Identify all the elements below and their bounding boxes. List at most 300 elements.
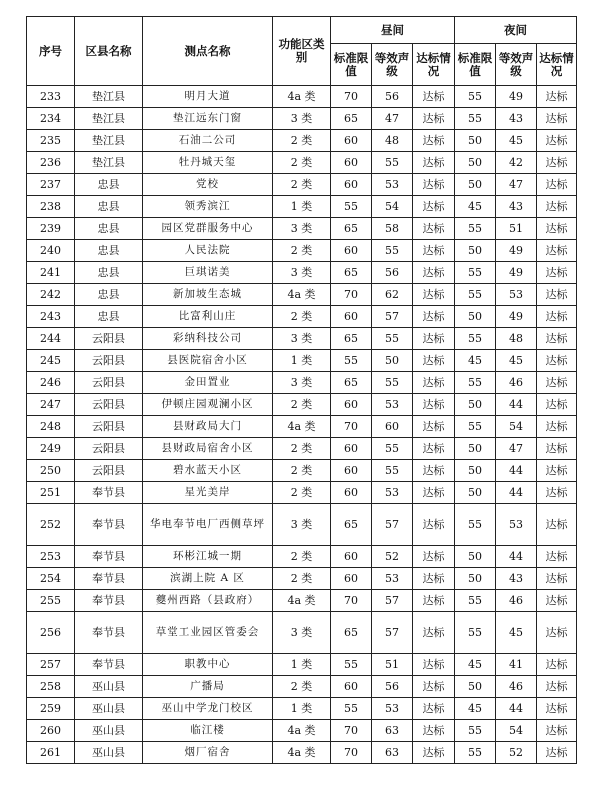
cell-func: 4a 类 bbox=[273, 742, 331, 764]
cell-night-status: 达标 bbox=[537, 654, 577, 676]
cell-day-limit: 60 bbox=[331, 394, 372, 416]
cell-district: 垫江县 bbox=[75, 152, 143, 174]
cell-day-status: 达标 bbox=[413, 546, 455, 568]
cell-night-limit: 45 bbox=[455, 196, 496, 218]
cell-day-level: 50 bbox=[372, 350, 413, 372]
cell-day-status: 达标 bbox=[413, 350, 455, 372]
cell-func: 2 类 bbox=[273, 438, 331, 460]
cell-night-limit: 55 bbox=[455, 612, 496, 654]
cell-day-status: 达标 bbox=[413, 504, 455, 546]
cell-night-level: 46 bbox=[496, 676, 537, 698]
cell-district: 奉节县 bbox=[75, 590, 143, 612]
cell-night-level: 47 bbox=[496, 438, 537, 460]
cell-district: 忠县 bbox=[75, 196, 143, 218]
cell-func: 3 类 bbox=[273, 612, 331, 654]
noise-monitoring-table bbox=[26, 16, 577, 764]
cell-func: 1 类 bbox=[273, 350, 331, 372]
cell-district: 巫山县 bbox=[75, 676, 143, 698]
cell-night-limit: 50 bbox=[455, 130, 496, 152]
cell-day-level: 57 bbox=[372, 306, 413, 328]
header-seq: 序号 bbox=[27, 17, 75, 86]
cell-night-limit: 55 bbox=[455, 86, 496, 108]
cell-day-level: 48 bbox=[372, 130, 413, 152]
cell-night-limit: 55 bbox=[455, 416, 496, 438]
cell-func: 2 类 bbox=[273, 676, 331, 698]
cell-point: 环彬江城一期 bbox=[143, 546, 273, 568]
cell-day-limit: 60 bbox=[331, 306, 372, 328]
cell-district: 云阳县 bbox=[75, 438, 143, 460]
cell-district: 垫江县 bbox=[75, 130, 143, 152]
cell-day-level: 55 bbox=[372, 372, 413, 394]
cell-night-status: 达标 bbox=[537, 394, 577, 416]
cell-day-limit: 65 bbox=[331, 262, 372, 284]
cell-seq: 250 bbox=[27, 460, 75, 482]
cell-point: 县财政局宿舍小区 bbox=[143, 438, 273, 460]
cell-seq: 257 bbox=[27, 654, 75, 676]
cell-point: 广播局 bbox=[143, 676, 273, 698]
table-row bbox=[27, 394, 577, 416]
cell-day-status: 达标 bbox=[413, 152, 455, 174]
cell-func: 2 类 bbox=[273, 460, 331, 482]
cell-night-status: 达标 bbox=[537, 372, 577, 394]
cell-night-limit: 50 bbox=[455, 460, 496, 482]
cell-night-status: 达标 bbox=[537, 438, 577, 460]
cell-day-limit: 55 bbox=[331, 654, 372, 676]
cell-day-status: 达标 bbox=[413, 262, 455, 284]
cell-day-level: 54 bbox=[372, 196, 413, 218]
cell-day-limit: 65 bbox=[331, 328, 372, 350]
cell-day-status: 达标 bbox=[413, 612, 455, 654]
cell-night-limit: 50 bbox=[455, 306, 496, 328]
cell-night-level: 49 bbox=[496, 86, 537, 108]
cell-seq: 239 bbox=[27, 218, 75, 240]
cell-night-limit: 55 bbox=[455, 328, 496, 350]
cell-night-level: 49 bbox=[496, 306, 537, 328]
cell-day-status: 达标 bbox=[413, 654, 455, 676]
table-header bbox=[27, 17, 577, 86]
cell-day-limit: 70 bbox=[331, 284, 372, 306]
cell-district: 忠县 bbox=[75, 240, 143, 262]
cell-func: 2 类 bbox=[273, 306, 331, 328]
cell-day-level: 47 bbox=[372, 108, 413, 130]
cell-day-level: 58 bbox=[372, 218, 413, 240]
cell-point: 领秀滨江 bbox=[143, 196, 273, 218]
cell-seq: 260 bbox=[27, 720, 75, 742]
cell-day-status: 达标 bbox=[413, 218, 455, 240]
header-night-status: 达标情况 bbox=[537, 44, 577, 86]
cell-district: 忠县 bbox=[75, 218, 143, 240]
cell-night-status: 达标 bbox=[537, 676, 577, 698]
cell-night-status: 达标 bbox=[537, 130, 577, 152]
cell-point: 金田置业 bbox=[143, 372, 273, 394]
cell-day-level: 53 bbox=[372, 698, 413, 720]
cell-day-level: 51 bbox=[372, 654, 413, 676]
cell-func: 1 类 bbox=[273, 698, 331, 720]
table-row bbox=[27, 416, 577, 438]
header-district: 区县名称 bbox=[75, 17, 143, 86]
cell-seq: 238 bbox=[27, 196, 75, 218]
cell-night-limit: 55 bbox=[455, 590, 496, 612]
table-row bbox=[27, 152, 577, 174]
cell-seq: 259 bbox=[27, 698, 75, 720]
cell-night-limit: 55 bbox=[455, 108, 496, 130]
table-row bbox=[27, 240, 577, 262]
table-row bbox=[27, 174, 577, 196]
cell-func: 4a 类 bbox=[273, 720, 331, 742]
cell-day-level: 55 bbox=[372, 438, 413, 460]
cell-district: 云阳县 bbox=[75, 416, 143, 438]
cell-district: 忠县 bbox=[75, 174, 143, 196]
cell-day-status: 达标 bbox=[413, 416, 455, 438]
cell-day-status: 达标 bbox=[413, 86, 455, 108]
cell-day-level: 63 bbox=[372, 742, 413, 764]
cell-day-level: 53 bbox=[372, 174, 413, 196]
cell-night-level: 44 bbox=[496, 460, 537, 482]
table-row bbox=[27, 698, 577, 720]
cell-night-status: 达标 bbox=[537, 218, 577, 240]
cell-seq: 243 bbox=[27, 306, 75, 328]
cell-night-limit: 50 bbox=[455, 152, 496, 174]
header-night-limit: 标准限值 bbox=[455, 44, 496, 86]
cell-night-limit: 45 bbox=[455, 654, 496, 676]
cell-day-limit: 70 bbox=[331, 590, 372, 612]
cell-point: 草堂工业园区管委会 bbox=[143, 612, 273, 654]
cell-day-limit: 60 bbox=[331, 438, 372, 460]
cell-seq: 237 bbox=[27, 174, 75, 196]
cell-day-limit: 60 bbox=[331, 460, 372, 482]
cell-day-status: 达标 bbox=[413, 590, 455, 612]
cell-night-level: 46 bbox=[496, 590, 537, 612]
cell-day-level: 55 bbox=[372, 328, 413, 350]
cell-func: 3 类 bbox=[273, 262, 331, 284]
header-night: 夜间 bbox=[455, 17, 577, 44]
cell-night-limit: 50 bbox=[455, 676, 496, 698]
cell-night-limit: 50 bbox=[455, 240, 496, 262]
table-row bbox=[27, 720, 577, 742]
cell-night-status: 达标 bbox=[537, 504, 577, 546]
cell-day-limit: 70 bbox=[331, 416, 372, 438]
cell-day-limit: 65 bbox=[331, 218, 372, 240]
cell-night-limit: 55 bbox=[455, 504, 496, 546]
cell-district: 云阳县 bbox=[75, 350, 143, 372]
cell-day-status: 达标 bbox=[413, 240, 455, 262]
cell-night-limit: 50 bbox=[455, 394, 496, 416]
cell-night-level: 52 bbox=[496, 742, 537, 764]
table-row bbox=[27, 130, 577, 152]
cell-func: 3 类 bbox=[273, 218, 331, 240]
cell-day-status: 达标 bbox=[413, 698, 455, 720]
cell-night-limit: 55 bbox=[455, 284, 496, 306]
cell-district: 忠县 bbox=[75, 284, 143, 306]
cell-district: 巫山县 bbox=[75, 742, 143, 764]
cell-night-status: 达标 bbox=[537, 698, 577, 720]
cell-night-limit: 55 bbox=[455, 372, 496, 394]
cell-point: 星光美岸 bbox=[143, 482, 273, 504]
cell-day-level: 62 bbox=[372, 284, 413, 306]
cell-func: 4a 类 bbox=[273, 86, 331, 108]
cell-night-level: 44 bbox=[496, 394, 537, 416]
cell-night-status: 达标 bbox=[537, 416, 577, 438]
table-row bbox=[27, 612, 577, 654]
cell-day-limit: 55 bbox=[331, 350, 372, 372]
cell-day-status: 达标 bbox=[413, 742, 455, 764]
cell-seq: 256 bbox=[27, 612, 75, 654]
cell-district: 忠县 bbox=[75, 306, 143, 328]
cell-district: 巫山县 bbox=[75, 698, 143, 720]
cell-seq: 233 bbox=[27, 86, 75, 108]
cell-func: 3 类 bbox=[273, 372, 331, 394]
cell-night-status: 达标 bbox=[537, 240, 577, 262]
cell-night-level: 45 bbox=[496, 350, 537, 372]
table-row bbox=[27, 742, 577, 764]
cell-night-status: 达标 bbox=[537, 86, 577, 108]
cell-night-level: 53 bbox=[496, 284, 537, 306]
cell-day-status: 达标 bbox=[413, 284, 455, 306]
cell-night-status: 达标 bbox=[537, 152, 577, 174]
cell-seq: 240 bbox=[27, 240, 75, 262]
cell-night-level: 47 bbox=[496, 174, 537, 196]
cell-day-status: 达标 bbox=[413, 568, 455, 590]
cell-day-limit: 60 bbox=[331, 174, 372, 196]
cell-seq: 234 bbox=[27, 108, 75, 130]
cell-night-status: 达标 bbox=[537, 612, 577, 654]
cell-day-status: 达标 bbox=[413, 130, 455, 152]
cell-district: 云阳县 bbox=[75, 372, 143, 394]
cell-night-limit: 45 bbox=[455, 350, 496, 372]
cell-func: 3 类 bbox=[273, 504, 331, 546]
cell-district: 奉节县 bbox=[75, 568, 143, 590]
cell-seq: 241 bbox=[27, 262, 75, 284]
cell-seq: 247 bbox=[27, 394, 75, 416]
cell-point: 烟厂宿舍 bbox=[143, 742, 273, 764]
cell-day-level: 60 bbox=[372, 416, 413, 438]
header-func: 功能区类别 bbox=[273, 17, 331, 86]
cell-night-limit: 50 bbox=[455, 568, 496, 590]
cell-seq: 235 bbox=[27, 130, 75, 152]
table-row bbox=[27, 108, 577, 130]
cell-day-limit: 65 bbox=[331, 504, 372, 546]
cell-day-level: 57 bbox=[372, 504, 413, 546]
cell-day-status: 达标 bbox=[413, 438, 455, 460]
cell-night-status: 达标 bbox=[537, 590, 577, 612]
cell-night-status: 达标 bbox=[537, 108, 577, 130]
table-row bbox=[27, 590, 577, 612]
cell-day-limit: 60 bbox=[331, 152, 372, 174]
cell-day-status: 达标 bbox=[413, 460, 455, 482]
cell-point: 夔州西路（县政府） bbox=[143, 590, 273, 612]
table-row bbox=[27, 284, 577, 306]
cell-point: 新加坡生态城 bbox=[143, 284, 273, 306]
cell-district: 奉节县 bbox=[75, 612, 143, 654]
cell-district: 垫江县 bbox=[75, 86, 143, 108]
cell-day-limit: 65 bbox=[331, 372, 372, 394]
cell-day-level: 52 bbox=[372, 546, 413, 568]
cell-night-level: 54 bbox=[496, 416, 537, 438]
table-row bbox=[27, 218, 577, 240]
cell-func: 2 类 bbox=[273, 130, 331, 152]
cell-point: 巫山中学龙门校区 bbox=[143, 698, 273, 720]
cell-night-status: 达标 bbox=[537, 720, 577, 742]
cell-day-limit: 60 bbox=[331, 546, 372, 568]
cell-func: 4a 类 bbox=[273, 284, 331, 306]
cell-night-status: 达标 bbox=[537, 350, 577, 372]
cell-night-level: 53 bbox=[496, 504, 537, 546]
cell-point: 人民法院 bbox=[143, 240, 273, 262]
cell-district: 巫山县 bbox=[75, 720, 143, 742]
cell-func: 2 类 bbox=[273, 568, 331, 590]
cell-func: 2 类 bbox=[273, 546, 331, 568]
cell-night-status: 达标 bbox=[537, 742, 577, 764]
cell-day-level: 56 bbox=[372, 262, 413, 284]
cell-point: 明月大道 bbox=[143, 86, 273, 108]
table-body bbox=[27, 86, 577, 764]
cell-night-status: 达标 bbox=[537, 196, 577, 218]
header-day-limit: 标准限值 bbox=[331, 44, 372, 86]
cell-day-status: 达标 bbox=[413, 482, 455, 504]
cell-func: 1 类 bbox=[273, 654, 331, 676]
cell-point: 职教中心 bbox=[143, 654, 273, 676]
cell-seq: 244 bbox=[27, 328, 75, 350]
cell-point: 巨琪诺美 bbox=[143, 262, 273, 284]
cell-day-level: 63 bbox=[372, 720, 413, 742]
cell-night-limit: 50 bbox=[455, 546, 496, 568]
cell-point: 县医院宿舍小区 bbox=[143, 350, 273, 372]
cell-night-status: 达标 bbox=[537, 174, 577, 196]
cell-night-status: 达标 bbox=[537, 568, 577, 590]
cell-seq: 242 bbox=[27, 284, 75, 306]
cell-night-level: 43 bbox=[496, 108, 537, 130]
cell-night-level: 45 bbox=[496, 612, 537, 654]
cell-day-level: 55 bbox=[372, 460, 413, 482]
cell-night-status: 达标 bbox=[537, 460, 577, 482]
cell-district: 忠县 bbox=[75, 262, 143, 284]
cell-night-limit: 55 bbox=[455, 262, 496, 284]
cell-day-status: 达标 bbox=[413, 196, 455, 218]
cell-func: 2 类 bbox=[273, 394, 331, 416]
cell-day-level: 53 bbox=[372, 482, 413, 504]
cell-night-level: 43 bbox=[496, 196, 537, 218]
cell-func: 4a 类 bbox=[273, 416, 331, 438]
cell-day-limit: 60 bbox=[331, 482, 372, 504]
cell-district: 垫江县 bbox=[75, 108, 143, 130]
cell-day-status: 达标 bbox=[413, 306, 455, 328]
cell-night-level: 43 bbox=[496, 568, 537, 590]
cell-night-level: 54 bbox=[496, 720, 537, 742]
cell-night-level: 51 bbox=[496, 218, 537, 240]
cell-day-level: 57 bbox=[372, 590, 413, 612]
cell-seq: 253 bbox=[27, 546, 75, 568]
cell-point: 园区党群服务中心 bbox=[143, 218, 273, 240]
cell-district: 奉节县 bbox=[75, 504, 143, 546]
header-night-level: 等效声级 bbox=[496, 44, 537, 86]
cell-day-status: 达标 bbox=[413, 720, 455, 742]
cell-night-level: 46 bbox=[496, 372, 537, 394]
cell-day-limit: 60 bbox=[331, 676, 372, 698]
cell-night-status: 达标 bbox=[537, 284, 577, 306]
cell-night-limit: 50 bbox=[455, 174, 496, 196]
cell-func: 3 类 bbox=[273, 108, 331, 130]
cell-day-status: 达标 bbox=[413, 108, 455, 130]
cell-func: 4a 类 bbox=[273, 590, 331, 612]
cell-night-level: 49 bbox=[496, 240, 537, 262]
table-row bbox=[27, 196, 577, 218]
cell-night-limit: 45 bbox=[455, 698, 496, 720]
cell-night-status: 达标 bbox=[537, 546, 577, 568]
cell-night-level: 45 bbox=[496, 130, 537, 152]
header-day-status: 达标情况 bbox=[413, 44, 455, 86]
cell-night-level: 41 bbox=[496, 654, 537, 676]
cell-day-limit: 60 bbox=[331, 240, 372, 262]
cell-point: 牡丹城天玺 bbox=[143, 152, 273, 174]
cell-day-level: 55 bbox=[372, 152, 413, 174]
cell-day-level: 57 bbox=[372, 612, 413, 654]
cell-day-status: 达标 bbox=[413, 394, 455, 416]
table-row bbox=[27, 438, 577, 460]
cell-func: 1 类 bbox=[273, 196, 331, 218]
cell-point: 石油二公司 bbox=[143, 130, 273, 152]
cell-day-limit: 65 bbox=[331, 612, 372, 654]
cell-point: 碧水蓝天小区 bbox=[143, 460, 273, 482]
cell-seq: 258 bbox=[27, 676, 75, 698]
cell-day-level: 53 bbox=[372, 568, 413, 590]
cell-night-status: 达标 bbox=[537, 306, 577, 328]
cell-point: 党校 bbox=[143, 174, 273, 196]
cell-func: 2 类 bbox=[273, 174, 331, 196]
table-row bbox=[27, 262, 577, 284]
cell-day-status: 达标 bbox=[413, 328, 455, 350]
table-row bbox=[27, 482, 577, 504]
cell-day-level: 53 bbox=[372, 394, 413, 416]
cell-district: 云阳县 bbox=[75, 328, 143, 350]
cell-night-status: 达标 bbox=[537, 328, 577, 350]
cell-day-limit: 55 bbox=[331, 196, 372, 218]
cell-point: 垫江远东门窗 bbox=[143, 108, 273, 130]
cell-seq: 251 bbox=[27, 482, 75, 504]
cell-day-limit: 55 bbox=[331, 698, 372, 720]
cell-district: 云阳县 bbox=[75, 460, 143, 482]
table-row bbox=[27, 372, 577, 394]
table-row bbox=[27, 86, 577, 108]
cell-night-level: 44 bbox=[496, 546, 537, 568]
cell-night-limit: 55 bbox=[455, 742, 496, 764]
cell-day-status: 达标 bbox=[413, 174, 455, 196]
cell-day-limit: 60 bbox=[331, 568, 372, 590]
table-row bbox=[27, 676, 577, 698]
cell-day-status: 达标 bbox=[413, 372, 455, 394]
cell-func: 2 类 bbox=[273, 482, 331, 504]
cell-day-limit: 65 bbox=[331, 108, 372, 130]
cell-day-limit: 60 bbox=[331, 130, 372, 152]
cell-seq: 252 bbox=[27, 504, 75, 546]
cell-day-status: 达标 bbox=[413, 676, 455, 698]
cell-night-level: 44 bbox=[496, 482, 537, 504]
cell-night-level: 48 bbox=[496, 328, 537, 350]
cell-district: 奉节县 bbox=[75, 546, 143, 568]
cell-night-status: 达标 bbox=[537, 262, 577, 284]
cell-func: 3 类 bbox=[273, 328, 331, 350]
cell-point: 滨湖上院 A 区 bbox=[143, 568, 273, 590]
cell-district: 云阳县 bbox=[75, 394, 143, 416]
table-row bbox=[27, 546, 577, 568]
cell-day-level: 56 bbox=[372, 676, 413, 698]
table-row bbox=[27, 504, 577, 546]
cell-seq: 254 bbox=[27, 568, 75, 590]
cell-func: 2 类 bbox=[273, 240, 331, 262]
header-day-level: 等效声级 bbox=[372, 44, 413, 86]
cell-point: 比富利山庄 bbox=[143, 306, 273, 328]
cell-seq: 248 bbox=[27, 416, 75, 438]
header-day: 昼间 bbox=[331, 17, 455, 44]
